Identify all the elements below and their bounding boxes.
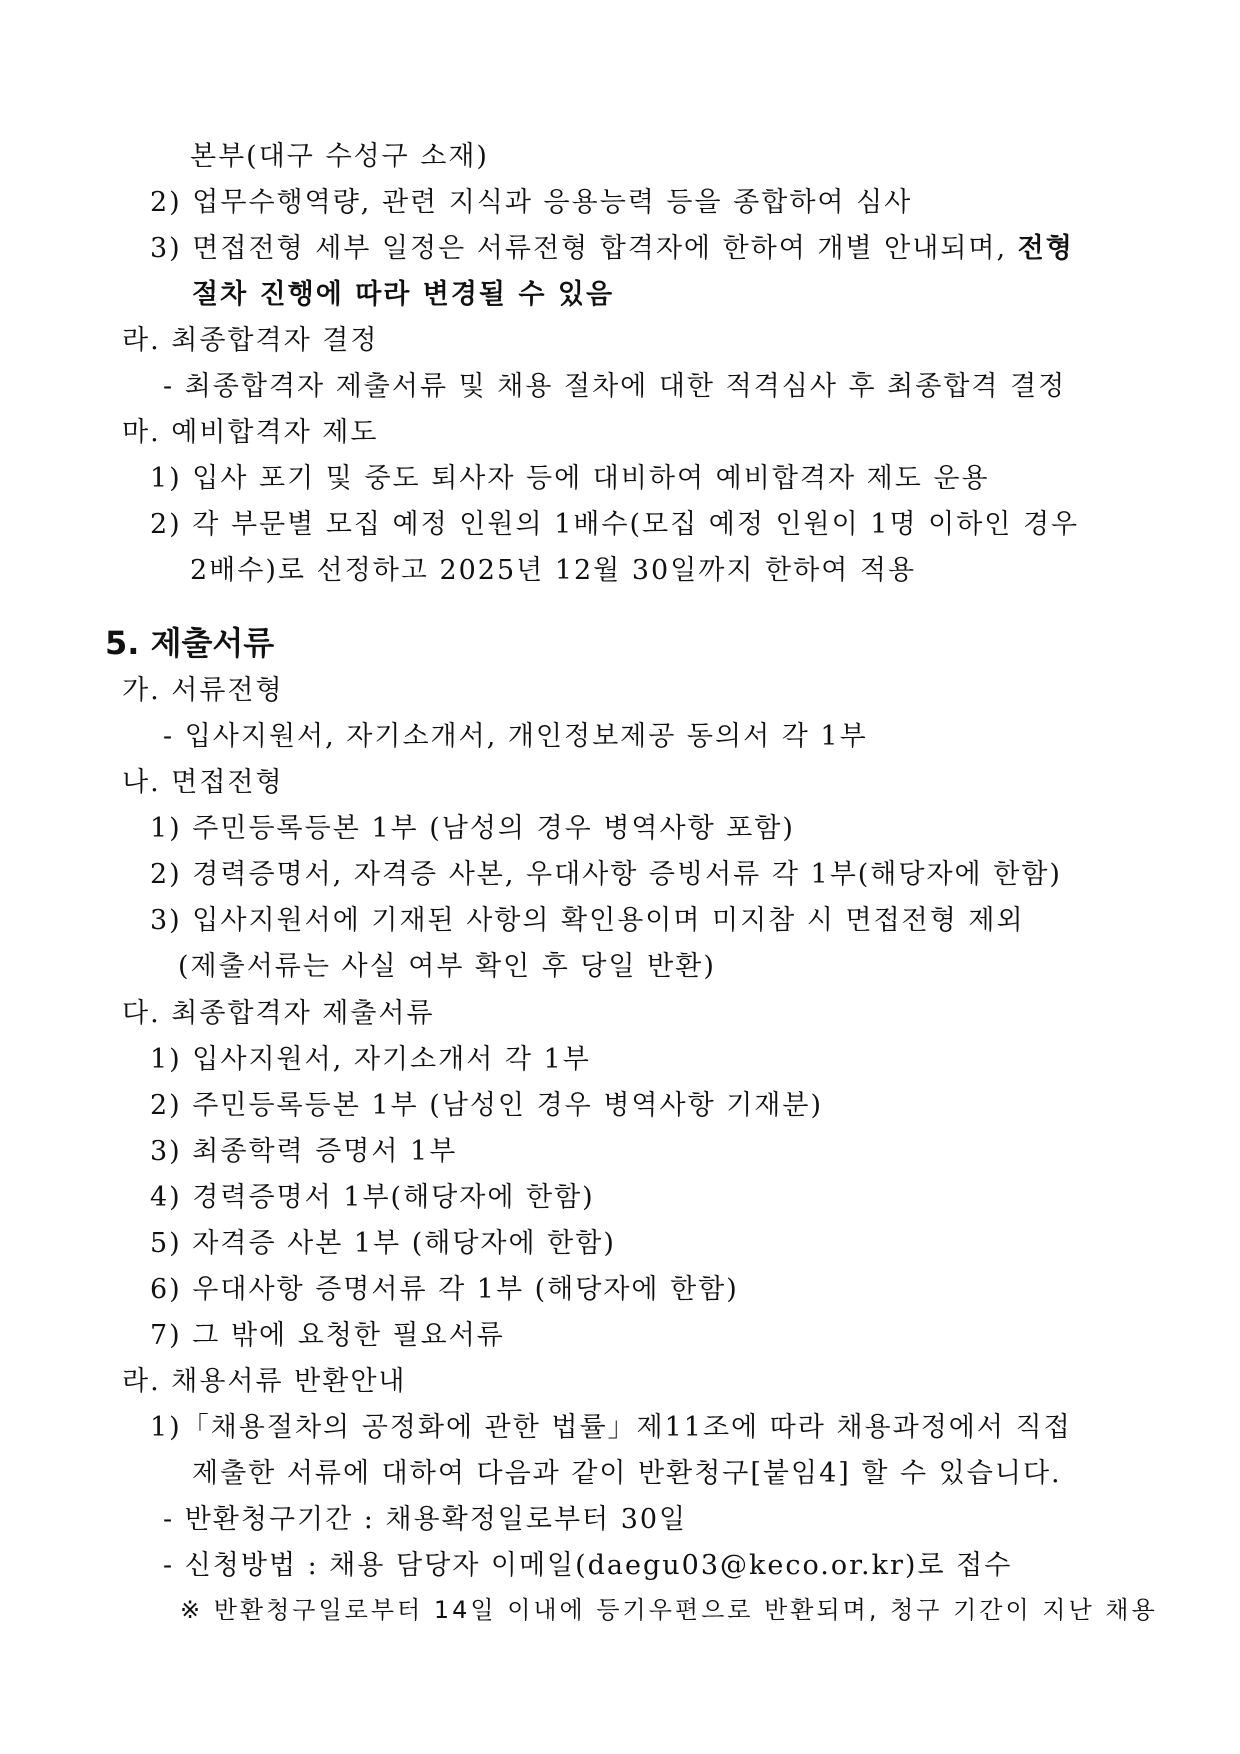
section-heading: 마. 예비합격자 제도 [122,417,379,448]
section-heading: 라. 채용서류 반환안내 [122,1366,407,1397]
bold-text-line [192,277,614,313]
text-line: 1) 주민등록등본 1부 (남성의 경우 병역사항 포함) [150,813,795,844]
text-line: 본부(대구 수성구 소재) [190,141,489,172]
text-span: 3) 면접전형 세부 일정은 서류전형 합격자에 한하여 개별 안내되며, [150,233,1018,264]
bold-text: 절차 진행에 따라 변경될 수 있음 [192,279,615,310]
text-line: - 반환청구기간 : 채용확정일로부터 30일 [163,1504,688,1535]
text-line: 제출한 서류에 대하여 다음과 같이 반환청구[붙임4] 할 수 있습니다. [192,1458,1062,1489]
text-line: 7) 그 밖에 요청한 필요서류 [150,1320,505,1351]
bold-text: 전형 [1017,233,1074,264]
chapter-heading: 5. 제출서류 [105,624,275,662]
text-line: 4) 경력증명서 1부(해당자에 한함) [150,1182,595,1213]
text-line: 2배수)로 선정하고 2025년 12월 30일까지 한하여 적용 [190,555,917,586]
text-line: 2) 경력증명서, 자격증 사본, 우대사항 증빙서류 각 1부(해당자에 한함) [150,859,1062,890]
text-line: - 최종합격자 제출서류 및 채용 절차에 대한 적격심사 후 최종합격 결정 [163,371,1067,402]
text-line [150,231,1074,267]
footnote-line: ※ 반환청구일로부터 14일 이내에 등기우편으로 반환되며, 청구 기간이 지난 채용 [180,1596,1158,1624]
text-line: - 입사지원서, 자기소개서, 개인정보제공 동의서 각 1부 [163,721,868,752]
section-heading: 라. 최종합격자 결정 [122,325,379,356]
text-line: 1) 입사지원서, 자기소개서 각 1부 [150,1044,591,1075]
text-line: 5) 자격증 사본 1부 (해당자에 한함) [150,1228,616,1259]
text-line: 3) 입사지원서에 기재된 사항의 확인용이며 미지참 시 면접전형 제외 [150,905,1025,936]
text-line: 6) 우대사항 증명서류 각 1부 (해당자에 한함) [150,1274,739,1305]
text-line: - 신청방법 : 채용 담당자 이메일(daegu03@keco.or.kr)로 접수 [163,1550,1013,1581]
text-line: 1) 입사 포기 및 중도 퇴사자 등에 대비하여 예비합격자 제도 운용 [150,463,990,494]
text-line: 2) 업무수행역량, 관련 지식과 응용능력 등을 종합하여 심사 [150,187,913,218]
section-heading: 나. 면접전형 [122,767,284,798]
text-line: 2) 각 부문별 모집 예정 인원의 1배수(모집 예정 인원이 1명 이하인 경우 [150,509,1080,540]
text-line: (제출서류는 사실 여부 확인 후 당일 반환) [178,951,716,982]
section-heading: 다. 최종합격자 제출서류 [122,998,435,1029]
section-heading: 가. 서류전형 [122,675,284,706]
text-line: 2) 주민등록등본 1부 (남성인 경우 병역사항 기재분) [150,1090,824,1121]
text-line: 1)「채용절차의 공정화에 관한 법률」제11조에 따라 채용과정에서 직접 [150,1412,1072,1443]
text-line: 3) 최종학력 증명서 1부 [150,1136,458,1167]
